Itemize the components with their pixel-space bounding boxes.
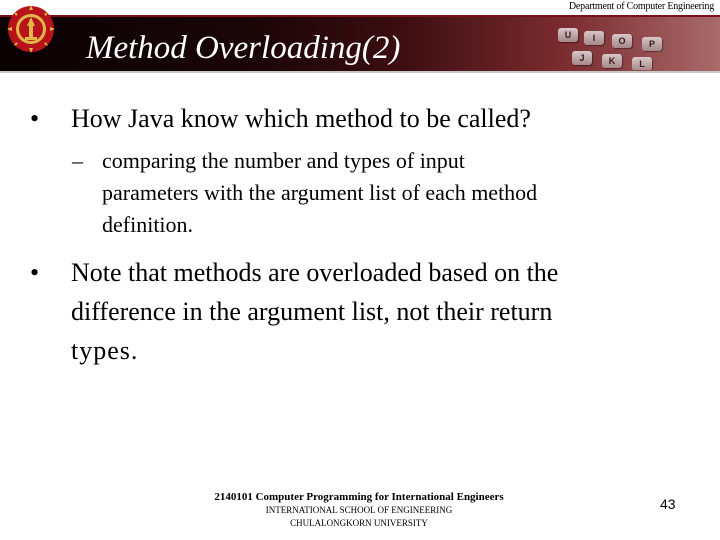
university-emblem-icon <box>6 4 56 54</box>
keyboard-key: I <box>584 31 604 45</box>
bullet-text-line: difference in the argument list, not their return <box>71 297 553 326</box>
slide-title: Method Overloading(2) <box>86 30 401 66</box>
keyboard-key: O <box>612 34 632 48</box>
course-label: 2140101 Computer Programming for International Engineers <box>214 491 504 503</box>
bullet-text: How Java know which method to be called? <box>71 104 531 133</box>
banner-bottom-line <box>0 71 720 73</box>
university-label: CHULALONGKORN UNIVERSITY <box>290 518 428 528</box>
sub-bullet-line: parameters with the argument list of each method <box>102 180 538 205</box>
footer <box>200 491 518 530</box>
department-label: Department of Computer Engineering <box>568 1 714 12</box>
sub-bullet-marker: – <box>72 148 83 173</box>
bullet-marker: • <box>30 258 40 287</box>
page-number: 43 <box>660 496 676 512</box>
keyboard-key: L <box>632 57 652 70</box>
keyboard-decoration <box>520 18 720 70</box>
sub-bullet-line: definition. <box>102 212 194 237</box>
bullet-text-line: Note that methods are overloaded based on the <box>71 258 559 287</box>
school-label: INTERNATIONAL SCHOOL OF ENGINEERING <box>265 505 453 515</box>
sub-bullet-line: comparing the number and types of input <box>102 148 465 173</box>
keyboard-key: J <box>572 51 592 65</box>
banner-top-line <box>0 15 720 17</box>
keyboard-key: P <box>642 37 662 51</box>
bullet-text-line: types. <box>71 336 139 365</box>
keyboard-key: U <box>558 28 578 42</box>
bullet-marker: • <box>30 104 40 133</box>
keyboard-key: K <box>602 54 622 68</box>
